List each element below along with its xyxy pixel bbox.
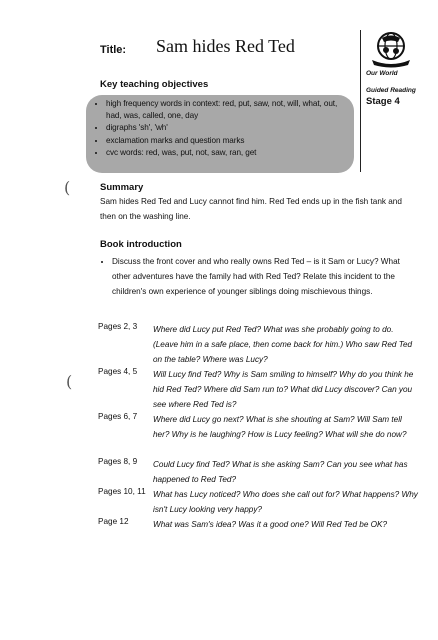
question-text: Will Lucy find Ted? Why is Sam smiling to himself? Why do you think he hid Red Ted? Where did Sam run to? What did Lucy discover? Can you see where Red Ted is? xyxy=(153,370,414,409)
question-pages: Pages 8, 9 xyxy=(98,457,138,466)
question-text: What has Lucy noticed? Who does she call out for? What happens? Why isn't Lucy looking very happy? xyxy=(153,490,418,514)
objective-item: • cvc words: red, was, put, not, saw, ran, get xyxy=(106,147,346,159)
question-text: Where did Lucy go next? What is she shouting at Sam? Will Sam tell her? Why is he laughing? How is Lucy feeling? What will she do now? xyxy=(153,415,407,439)
stage-label: Stage 4 xyxy=(366,96,400,107)
objective-item: • exclamation marks and question marks xyxy=(106,135,346,147)
objectives-list xyxy=(94,98,346,159)
question-pages: Pages 10, 11 xyxy=(98,487,146,496)
margin-mark: ( xyxy=(64,178,71,197)
series-label: Guided Reading xyxy=(366,87,416,94)
margin-mark: ( xyxy=(66,372,73,391)
question-pages: Pages 4, 5 xyxy=(98,367,138,376)
question-text: What was Sam's idea? Was it a good one? Will Red Ted be OK? xyxy=(153,520,388,529)
question-pages: Pages 2, 3 xyxy=(98,322,138,331)
objectives-heading: Key teaching objectives xyxy=(100,79,209,90)
question-pages: Pages 6, 7 xyxy=(98,412,138,421)
introduction-heading: Book introduction xyxy=(100,239,182,250)
summary-text: Sam hides Red Ted and Lucy cannot find him. Red Ted ends up in the fish tank and then on the washing line. xyxy=(100,197,402,221)
introduction-item: • Discuss the front cover and who really owns Red Ted – is it Sam or Lucy? What other adventures have the family had with Red Ted? Relate this incident to the children's own experience of younger siblings doing mischievous things. xyxy=(112,254,418,299)
objective-item: • digraphs 'sh', 'wh' xyxy=(106,122,346,134)
introduction-section xyxy=(100,254,418,299)
question-text: Could Lucy find Ted? What is she asking Sam? Can you see what has happened to Red Ted? xyxy=(153,460,408,484)
title-label: Title: xyxy=(100,44,127,56)
header-divider xyxy=(360,30,361,172)
summary-heading: Summary xyxy=(100,182,144,193)
globe-logo-icon xyxy=(368,30,414,68)
brand-name: Our World xyxy=(366,70,398,77)
page-title: Sam hides Red Ted xyxy=(156,36,295,56)
question-pages: Page 12 xyxy=(98,517,129,526)
objective-item: • high frequency words in context: red, put, saw, not, will, what, out, had, was, called, one, day xyxy=(106,98,346,122)
objectives-box xyxy=(86,95,354,173)
question-text: Where did Lucy put Red Ted? What was she probably going to do. (Leave him in a safe place, then come back for him.) Who saw Red Ted on the table? Where was Lucy? xyxy=(153,325,413,364)
